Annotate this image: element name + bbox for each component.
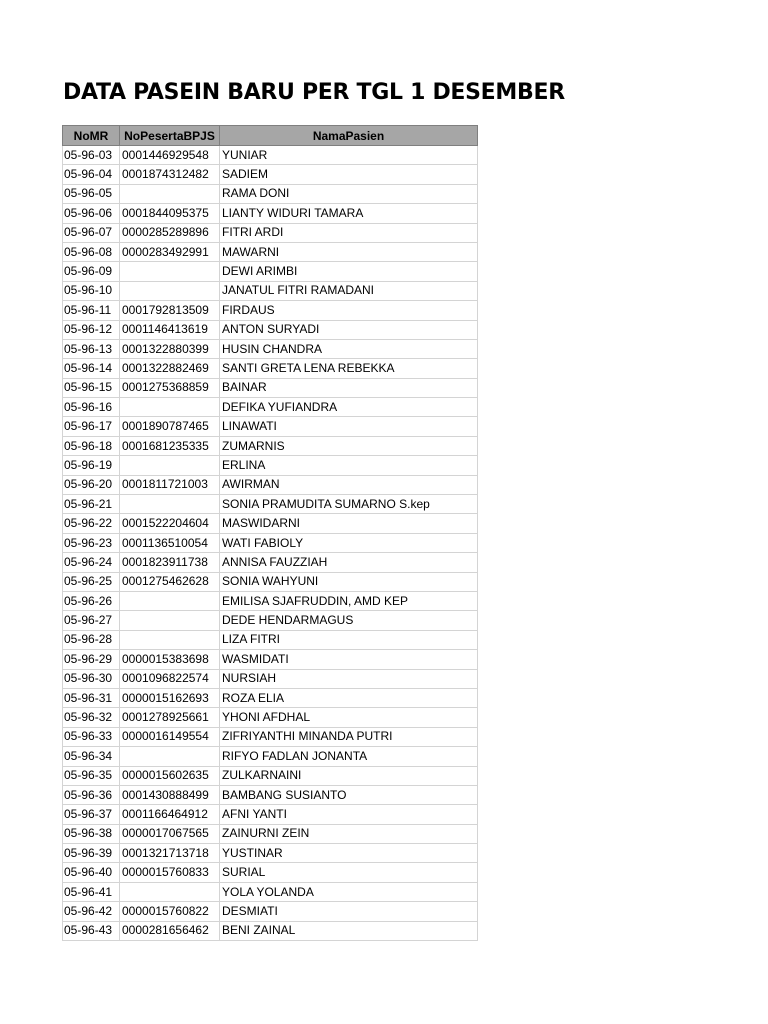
table-row — [63, 320, 478, 339]
table-row — [63, 766, 478, 785]
header-namapasien: NamaPasien — [220, 126, 478, 146]
cell-namapasien: RAMA DONI — [220, 184, 478, 203]
cell-namapasien: ZUMARNIS — [220, 436, 478, 455]
cell-namapasien: DEWI ARIMBI — [220, 262, 478, 281]
cell-namapasien: YUNIAR — [220, 146, 478, 165]
cell-namapasien: ANNISA FAUZZIAH — [220, 553, 478, 572]
cell-nopesertabpjs: 0000015760833 — [120, 863, 220, 882]
table-row — [63, 902, 478, 921]
cell-nopesertabpjs: 0000285289896 — [120, 223, 220, 242]
cell-nopesertabpjs — [120, 262, 220, 281]
table-row — [63, 863, 478, 882]
cell-nomr: 05-96-05 — [63, 184, 120, 203]
table-row — [63, 824, 478, 843]
cell-namapasien: LIANTY WIDURI TAMARA — [220, 204, 478, 223]
cell-nopesertabpjs — [120, 882, 220, 901]
table-row — [63, 165, 478, 184]
cell-nomr: 05-96-06 — [63, 204, 120, 223]
cell-nopesertabpjs — [120, 747, 220, 766]
cell-nomr: 05-96-37 — [63, 805, 120, 824]
cell-namapasien: BENI ZAINAL — [220, 921, 478, 940]
table-row — [63, 882, 478, 901]
header-nopesertabpjs: NoPesertaBPJS — [120, 126, 220, 146]
cell-nopesertabpjs: 0001322880399 — [120, 339, 220, 358]
cell-namapasien: YHONI AFDHAL — [220, 708, 478, 727]
cell-namapasien: YUSTINAR — [220, 844, 478, 863]
cell-nomr: 05-96-39 — [63, 844, 120, 863]
cell-namapasien: DEDE HENDARMAGUS — [220, 611, 478, 630]
cell-nomr: 05-96-41 — [63, 882, 120, 901]
table-row — [63, 436, 478, 455]
table-row — [63, 146, 478, 165]
cell-nopesertabpjs — [120, 630, 220, 649]
cell-namapasien: SONIA WAHYUNI — [220, 572, 478, 591]
cell-namapasien: RIFYO FADLAN JONANTA — [220, 747, 478, 766]
table-row — [63, 921, 478, 940]
cell-nomr: 05-96-23 — [63, 533, 120, 552]
cell-nomr: 05-96-33 — [63, 727, 120, 746]
cell-nomr: 05-96-28 — [63, 630, 120, 649]
table-row — [63, 669, 478, 688]
table-row — [63, 223, 478, 242]
table-row — [63, 572, 478, 591]
cell-nomr: 05-96-09 — [63, 262, 120, 281]
table-row — [63, 591, 478, 610]
cell-nomr: 05-96-12 — [63, 320, 120, 339]
cell-nomr: 05-96-07 — [63, 223, 120, 242]
cell-namapasien: SONIA PRAMUDITA SUMARNO S.kep — [220, 495, 478, 514]
cell-nomr: 05-96-03 — [63, 146, 120, 165]
table-row — [63, 844, 478, 863]
cell-nopesertabpjs: 0001275368859 — [120, 378, 220, 397]
table-row — [63, 650, 478, 669]
cell-nomr: 05-96-26 — [63, 591, 120, 610]
table-row — [63, 630, 478, 649]
cell-nomr: 05-96-38 — [63, 824, 120, 843]
cell-namapasien: ERLINA — [220, 456, 478, 475]
cell-nopesertabpjs — [120, 398, 220, 417]
cell-nomr: 05-96-35 — [63, 766, 120, 785]
cell-nomr: 05-96-36 — [63, 785, 120, 804]
cell-namapasien: AFNI YANTI — [220, 805, 478, 824]
cell-nopesertabpjs: 0001096822574 — [120, 669, 220, 688]
cell-nopesertabpjs — [120, 611, 220, 630]
table-row — [63, 708, 478, 727]
table-row — [63, 242, 478, 261]
cell-nopesertabpjs: 0001522204604 — [120, 514, 220, 533]
cell-nopesertabpjs: 0001275462628 — [120, 572, 220, 591]
cell-namapasien: BAINAR — [220, 378, 478, 397]
cell-nopesertabpjs: 0000281656462 — [120, 921, 220, 940]
cell-nopesertabpjs: 0000017067565 — [120, 824, 220, 843]
table-row — [63, 514, 478, 533]
cell-namapasien: ZIFRIYANTHI MINANDA PUTRI — [220, 727, 478, 746]
table-row — [63, 688, 478, 707]
header-nomr: NoMR — [63, 126, 120, 146]
cell-nomr: 05-96-30 — [63, 669, 120, 688]
cell-namapasien: ZAINURNI ZEIN — [220, 824, 478, 843]
cell-nopesertabpjs — [120, 591, 220, 610]
table-row — [63, 184, 478, 203]
cell-nomr: 05-96-40 — [63, 863, 120, 882]
table-row — [63, 495, 478, 514]
cell-nomr: 05-96-10 — [63, 281, 120, 300]
table-row — [63, 611, 478, 630]
table-row — [63, 785, 478, 804]
cell-nopesertabpjs: 0001890787465 — [120, 417, 220, 436]
table-row — [63, 301, 478, 320]
cell-nomr: 05-96-27 — [63, 611, 120, 630]
cell-nomr: 05-96-21 — [63, 495, 120, 514]
cell-nopesertabpjs — [120, 281, 220, 300]
cell-nomr: 05-96-13 — [63, 339, 120, 358]
table-row — [63, 553, 478, 572]
cell-namapasien: SADIEM — [220, 165, 478, 184]
cell-namapasien: ZULKARNAINI — [220, 766, 478, 785]
cell-nomr: 05-96-11 — [63, 301, 120, 320]
cell-nomr: 05-96-34 — [63, 747, 120, 766]
cell-nomr: 05-96-18 — [63, 436, 120, 455]
table-row — [63, 417, 478, 436]
cell-nopesertabpjs: 0001321713718 — [120, 844, 220, 863]
cell-namapasien: YOLA YOLANDA — [220, 882, 478, 901]
cell-nopesertabpjs: 0001136510054 — [120, 533, 220, 552]
cell-nomr: 05-96-29 — [63, 650, 120, 669]
cell-namapasien: ROZA ELIA — [220, 688, 478, 707]
cell-nopesertabpjs: 0001446929548 — [120, 146, 220, 165]
cell-nopesertabpjs: 0000283492991 — [120, 242, 220, 261]
cell-nomr: 05-96-42 — [63, 902, 120, 921]
table-row — [63, 378, 478, 397]
cell-nopesertabpjs — [120, 456, 220, 475]
cell-nopesertabpjs: 0001322882469 — [120, 359, 220, 378]
cell-namapasien: HUSIN CHANDRA — [220, 339, 478, 358]
cell-nomr: 05-96-15 — [63, 378, 120, 397]
cell-namapasien: LINAWATI — [220, 417, 478, 436]
table-row — [63, 262, 478, 281]
cell-nopesertabpjs: 0001430888499 — [120, 785, 220, 804]
table-row — [63, 281, 478, 300]
cell-nomr: 05-96-14 — [63, 359, 120, 378]
table-row — [63, 204, 478, 223]
cell-namapasien: BAMBANG SUSIANTO — [220, 785, 478, 804]
table-row — [63, 727, 478, 746]
cell-nopesertabpjs: 0001792813509 — [120, 301, 220, 320]
cell-nopesertabpjs: 0001823911738 — [120, 553, 220, 572]
header-row — [63, 126, 478, 146]
cell-nopesertabpjs: 0001811721003 — [120, 475, 220, 494]
table-body — [63, 146, 478, 941]
cell-namapasien: AWIRMAN — [220, 475, 478, 494]
cell-nomr: 05-96-25 — [63, 572, 120, 591]
title-container — [63, 76, 565, 110]
table-row — [63, 747, 478, 766]
cell-nomr: 05-96-22 — [63, 514, 120, 533]
cell-nomr: 05-96-17 — [63, 417, 120, 436]
cell-namapasien: FITRI ARDI — [220, 223, 478, 242]
cell-nopesertabpjs: 0000016149554 — [120, 727, 220, 746]
cell-nomr: 05-96-24 — [63, 553, 120, 572]
cell-nopesertabpjs — [120, 495, 220, 514]
cell-nopesertabpjs: 0001278925661 — [120, 708, 220, 727]
table-row — [63, 359, 478, 378]
table-header — [63, 126, 478, 146]
cell-nopesertabpjs: 0001146413619 — [120, 320, 220, 339]
cell-namapasien: DESMIATI — [220, 902, 478, 921]
cell-namapasien: JANATUL FITRI RAMADANI — [220, 281, 478, 300]
cell-namapasien: ANTON SURYADI — [220, 320, 478, 339]
cell-nopesertabpjs: 0000015602635 — [120, 766, 220, 785]
cell-nopesertabpjs: 0001844095375 — [120, 204, 220, 223]
cell-namapasien: EMILISA SJAFRUDDIN, AMD KEP — [220, 591, 478, 610]
cell-nomr: 05-96-16 — [63, 398, 120, 417]
cell-namapasien: MAWARNI — [220, 242, 478, 261]
cell-namapasien: SANTI GRETA LENA REBEKKA — [220, 359, 478, 378]
cell-nopesertabpjs: 0000015162693 — [120, 688, 220, 707]
cell-nomr: 05-96-20 — [63, 475, 120, 494]
cell-namapasien: SURIAL — [220, 863, 478, 882]
cell-nopesertabpjs: 0000015383698 — [120, 650, 220, 669]
table-row — [63, 533, 478, 552]
table-row — [63, 339, 478, 358]
cell-nomr: 05-96-04 — [63, 165, 120, 184]
table-row — [63, 475, 478, 494]
cell-namapasien: WASMIDATI — [220, 650, 478, 669]
cell-nomr: 05-96-31 — [63, 688, 120, 707]
cell-namapasien: DEFIKA YUFIANDRA — [220, 398, 478, 417]
cell-namapasien: NURSIAH — [220, 669, 478, 688]
cell-nomr: 05-96-08 — [63, 242, 120, 261]
page-title: DATA PASEIN BARU PER TGL 1 DESEMBER — [63, 80, 565, 105]
cell-nomr: 05-96-19 — [63, 456, 120, 475]
table-row — [63, 805, 478, 824]
cell-namapasien: FIRDAUS — [220, 301, 478, 320]
cell-nopesertabpjs: 0001874312482 — [120, 165, 220, 184]
patient-table — [62, 125, 478, 941]
cell-namapasien: LIZA FITRI — [220, 630, 478, 649]
cell-nomr: 05-96-32 — [63, 708, 120, 727]
cell-nopesertabpjs — [120, 184, 220, 203]
table-row — [63, 456, 478, 475]
table-row — [63, 398, 478, 417]
cell-namapasien: MASWIDARNI — [220, 514, 478, 533]
cell-nopesertabpjs: 0001166464912 — [120, 805, 220, 824]
cell-nomr: 05-96-43 — [63, 921, 120, 940]
cell-namapasien: WATI FABIOLY — [220, 533, 478, 552]
cell-nopesertabpjs: 0001681235335 — [120, 436, 220, 455]
cell-nopesertabpjs: 0000015760822 — [120, 902, 220, 921]
